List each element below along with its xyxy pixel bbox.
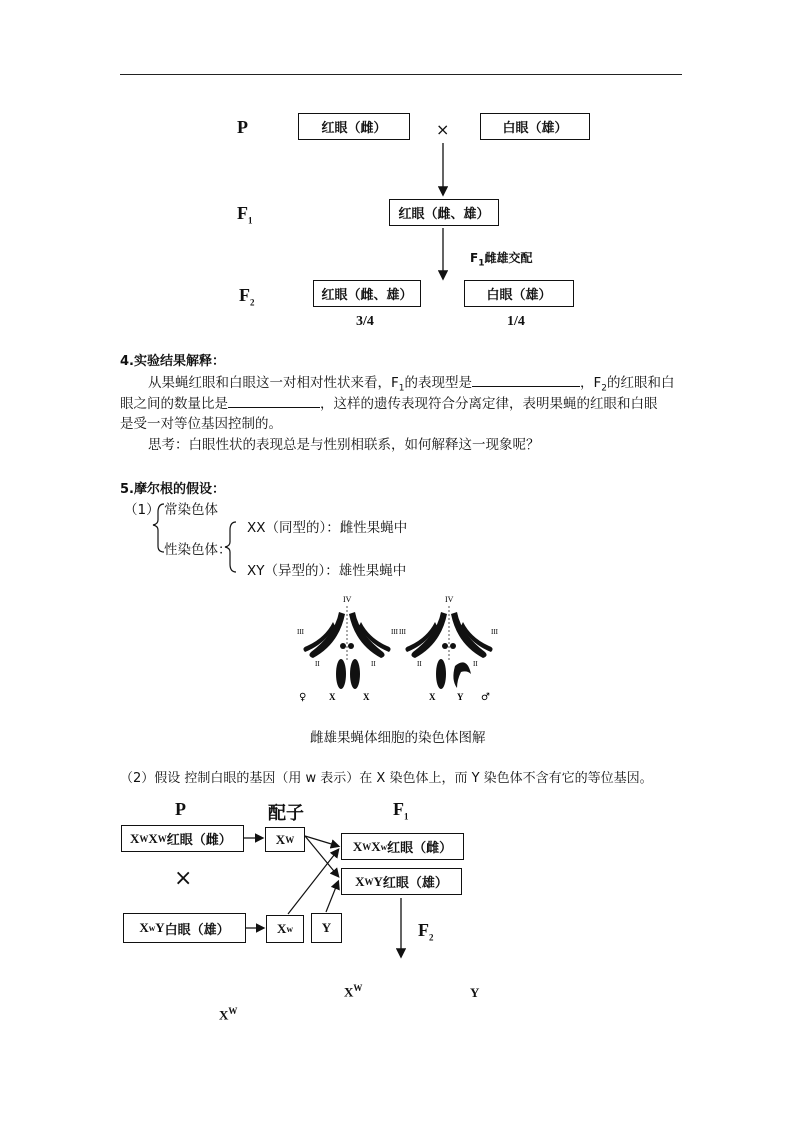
section4-line3: 是受一对等位基因控制的。 bbox=[120, 416, 282, 432]
ratio-red: 3/4 bbox=[356, 314, 374, 329]
label-x-left-a: X bbox=[329, 692, 336, 702]
label-ii-right-b: II bbox=[473, 660, 478, 668]
blank-f1-phenotype[interactable] bbox=[472, 372, 580, 387]
label-ii-right-a: II bbox=[417, 660, 422, 668]
label-x-left-b: X bbox=[363, 692, 370, 702]
sex-chromosome-label: 性染色体： bbox=[164, 542, 232, 558]
ratio-white: 1/4 bbox=[507, 314, 525, 329]
female-parent-box: X W X W 红眼（雌） bbox=[121, 825, 244, 852]
label-iii-left-b: III bbox=[391, 628, 398, 636]
punnett-row-xw: $X^W$ bbox=[219, 1006, 238, 1023]
cross2-f2-label: $F_2$ bbox=[418, 920, 434, 943]
label-iii-right-b: III bbox=[491, 628, 498, 636]
cross2-arrows bbox=[0, 790, 800, 970]
chromosome-figure bbox=[295, 592, 505, 710]
cross2-f1-header: $F_1$ bbox=[393, 799, 409, 822]
punnett-col-y: Y bbox=[470, 985, 480, 1000]
section4-think: 思考：白眼性状的表现总是与性别相联系，如何解释这一现象呢？ bbox=[148, 437, 540, 453]
cross2-gamete-header: 配子 bbox=[268, 803, 304, 824]
f1-female-box: X W X w 红眼（雌） bbox=[341, 833, 464, 860]
p-male-box: 白眼（雄） bbox=[480, 113, 590, 140]
label-iii-right-a: III bbox=[399, 628, 406, 636]
f2-white-box: 白眼（雄） bbox=[464, 280, 574, 307]
autosome-label: 常染色体 bbox=[164, 502, 218, 518]
item1-number: （1） bbox=[124, 502, 160, 518]
male-parent-box: X w Y 白眼（雄） bbox=[123, 913, 246, 943]
blank-f2-ratio[interactable] bbox=[228, 393, 320, 408]
cross2-p-header: P bbox=[175, 799, 186, 819]
section5-heading: 5.摩尔根的假设： bbox=[120, 482, 225, 497]
label-ii-left-a: II bbox=[315, 660, 320, 668]
f1-box: 红眼（雌、雄） bbox=[389, 199, 499, 226]
label-ii-left-b: II bbox=[371, 660, 376, 668]
label-iii-left-a: III bbox=[297, 628, 304, 636]
cross-symbol: × bbox=[436, 120, 450, 139]
cross2-cross-symbol: × bbox=[174, 866, 193, 891]
section4-line1: 从果蝇红眼和白眼这一对相对性状来看，$F_1$的表现型是 ，$F_2$的红眼和白 bbox=[148, 372, 675, 400]
figure-caption: 雌雄果蝇体细胞的染色体图解 bbox=[310, 730, 486, 746]
xy-description: XY（异型的）：雄性果蝇中 bbox=[247, 563, 407, 579]
gamete-female-x: X W bbox=[265, 827, 305, 852]
f1-mating-label: $F_1$雌雄交配 bbox=[470, 251, 533, 269]
punnett-col-xw: $X^W$ bbox=[344, 983, 363, 1000]
p-female-box: 红眼（雌） bbox=[298, 113, 410, 140]
xx-description: XX（同型的）：雌性果蝇中 bbox=[247, 520, 408, 536]
label-iv-left: IV bbox=[343, 595, 352, 604]
label-x-right: X bbox=[429, 692, 436, 702]
female-karyotype bbox=[297, 595, 399, 703]
section4-line2: 眼之间的数量比是 ，这样的遗传表现符合分离定律，表明果蝇的红眼和白眼 bbox=[120, 393, 658, 415]
f2-red-box: 红眼（雌、雄） bbox=[313, 280, 421, 307]
section4-heading: 4.实验结果解释： bbox=[120, 354, 225, 369]
female-symbol: ♀ bbox=[299, 692, 307, 703]
item2-hypothesis: （2）假设 控制白眼的基因（用 w 表示）在 X 染色体上，而 Y 染色体不含有它的等位基因。 bbox=[120, 771, 653, 786]
f1-generation-label: $F_1$ bbox=[237, 203, 253, 226]
label-iv-right: IV bbox=[445, 595, 454, 604]
male-symbol: ♂ bbox=[481, 692, 490, 703]
gamete-male-x: X w bbox=[266, 915, 304, 943]
p-generation-label: P bbox=[237, 117, 248, 137]
gamete-y: Y bbox=[311, 913, 342, 943]
f1-male-box: X W Y 红眼（雄） bbox=[341, 868, 462, 895]
male-karyotype bbox=[399, 595, 499, 703]
f2-generation-label: $F_2$ bbox=[239, 285, 255, 308]
label-y-right: Y bbox=[457, 692, 464, 702]
